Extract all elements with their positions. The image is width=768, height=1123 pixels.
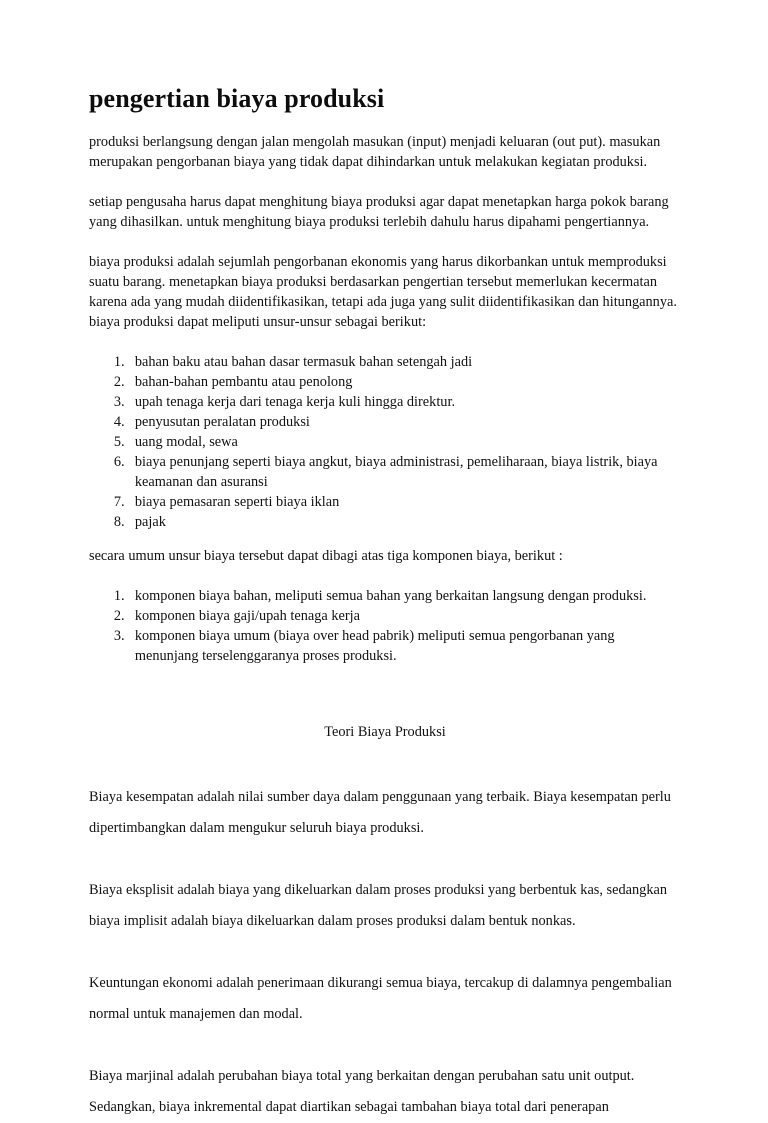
page-title: pengertian biaya produksi [89, 84, 385, 113]
theory-paragraph-2: Biaya eksplisit adalah biaya yang dikeluarkan dalam proses produksi yang berbentuk kas, sedangkan biaya implisit adalah biaya dikeluarkan dalam proses produksi dalam bentuk nonkas. [89, 882, 668, 929]
list-item: bahan-bahan pembantu atau penolong [134, 374, 353, 390]
list-item: biaya penunjang seperti biaya angkut, biaya administrasi, pemeliharaan, biaya listrik, biaya keamanan dan asuransi [134, 454, 658, 490]
list-item: komponen biaya bahan, meliputi semua bahan yang berkaitan langsung dengan produksi. [134, 588, 647, 604]
list-item: pajak [134, 514, 166, 530]
list-item: komponen biaya umum (biaya over head pabrik) meliputi semua pengorbanan yang menunjang terselenggaranya proses produksi. [134, 628, 615, 664]
theory-section [89, 782, 681, 1123]
section-heading: Teori Biaya Produksi [324, 724, 446, 740]
section-gap [89, 666, 681, 722]
document-content [89, 84, 681, 1123]
intro-paragraph-1: produksi berlangsung dengan jalan mengolah masukan (input) menjadi keluaran (out put). masukan merupakan pengorbanan biaya yang tidak dapat dihindarkan untuk melakukan kegiatan produksi. [89, 134, 661, 170]
intro-section [89, 132, 681, 666]
intro-paragraph-3: biaya produksi adalah sejumlah pengorbanan ekonomis yang harus dikorbankan untuk memproduksi suatu barang. menetapkan biaya produksi berdasarkan pengertian tersebut memerlukan kecermatan karena ada yang mudah diidentifikasikan, tetapi ada juga yang sulit diidentifikasikan dan hitungannya. [89, 254, 677, 310]
list-spacer [89, 532, 681, 546]
theory-paragraph-3: Keuntungan ekonomi adalah penerimaan dikurangi semua biaya, tercakup di dalamnya pengembalian normal untuk manajemen dan modal. [89, 975, 672, 1022]
intro-paragraph-2: setiap pengusaha harus dapat menghitung biaya produksi agar dapat menetapkan harga pokok barang yang dihasilkan. untuk menghitung biaya produksi terlebih dahulu harus dipahami pengertiannya. [89, 194, 669, 230]
theory-paragraph-4: Biaya marjinal adalah perubahan biaya total yang berkaitan dengan perubahan satu unit output. Sedangkan, biaya inkremental dapat diartikan sebagai tambahan biaya total dari penerapan [89, 1068, 635, 1115]
komponen-list [89, 586, 681, 666]
unsur-list-intro: biaya produksi dapat meliputi unsur-unsur sebagai berikut: [89, 314, 427, 330]
list-item: penyusutan peralatan produksi [134, 414, 310, 430]
list-item: biaya pemasaran seperti biaya iklan [134, 494, 340, 510]
heading-gap [89, 742, 681, 782]
list-item: uang modal, sewa [134, 434, 238, 450]
komponen-list-intro: secara umum unsur biaya tersebut dapat dibagi atas tiga komponen biaya, berikut : [89, 548, 563, 564]
list-item: upah tenaga kerja dari tenaga kerja kuli hingga direktur. [134, 394, 456, 410]
theory-paragraph-1: Biaya kesempatan adalah nilai sumber daya dalam penggunaan yang terbaik. Biaya kesempatan perlu dipertimbangkan dalam mengukur seluruh biaya produksi. [89, 789, 671, 836]
unsur-list [89, 352, 681, 532]
list-item: bahan baku atau bahan dasar termasuk bahan setengah jadi [134, 354, 473, 370]
list-item: komponen biaya gaji/upah tenaga kerja [134, 608, 360, 624]
section-heading-wrap [89, 722, 681, 742]
